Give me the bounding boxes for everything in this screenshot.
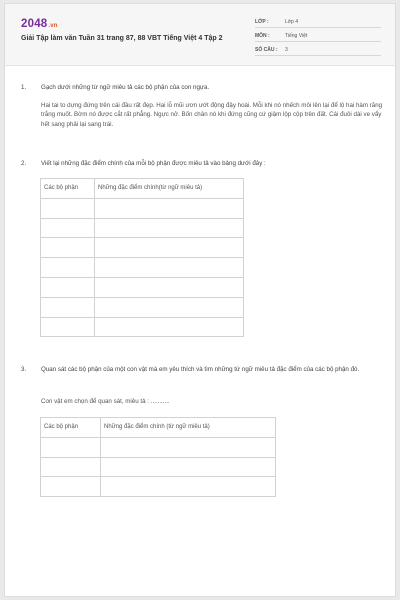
document-header [5, 4, 395, 66]
table-cell[interactable] [41, 477, 101, 497]
meta-key: MÔN : [255, 33, 270, 39]
table-cell[interactable] [95, 277, 244, 297]
column-header: Các bộ phận [41, 179, 95, 199]
meta-class [255, 16, 381, 28]
table-row [41, 477, 276, 497]
question-number: 1. [21, 84, 27, 91]
column-header: Những đặc điểm chính(từ ngữ miêu tả) [95, 179, 244, 199]
question-text: Quan sát các bộ phận của một con vật mà em yêu thích và tìm những từ ngữ miêu tả đặc điểm của các bộ phận đó. [41, 366, 360, 373]
logo-suffix: .vn [48, 23, 58, 29]
table-cell[interactable] [101, 477, 276, 497]
table-cell[interactable] [41, 437, 101, 457]
answer-table-q3 [40, 417, 276, 497]
table-cell[interactable] [41, 317, 95, 337]
question-number: 2. [21, 160, 27, 167]
question-1-passage: Hai tai to dựng đứng trên cái đầu rất đẹp. Hai lỗ mũi ươn ướt động đậy hoài. Mỗi khi nó nhếch môi lên lại để lộ hai hàm răng trắng muốt. Bờm nó được cắt rất phẳng. Ngực nở. Bốn chân nó khi đứng cũng cứ giậm lộp cộp trên đất. Cái đuôi dài ve vẩy hết sang phải lại sang trái. [41, 102, 383, 128]
answer-table-q2 [40, 178, 244, 337]
table-row [41, 198, 244, 218]
table-cell[interactable] [95, 258, 244, 278]
meta-question-count [255, 44, 381, 56]
table-row [41, 317, 244, 337]
table-cell[interactable] [41, 457, 101, 477]
meta-key: SỐ CÂU : [255, 47, 278, 53]
table-cell[interactable] [41, 277, 95, 297]
meta-value: Lớp 4 [285, 19, 299, 25]
table-row [41, 437, 276, 457]
table-cell[interactable] [95, 198, 244, 218]
table-cell[interactable] [41, 238, 95, 258]
table-cell[interactable] [41, 297, 95, 317]
meta-value: 3 [285, 47, 288, 53]
table-row [41, 258, 244, 278]
document-title: Giải Tập làm văn Tuần 31 trang 87, 88 VBT Tiếng Việt 4 Tập 2 [21, 35, 223, 42]
logo-number: 2048 [21, 18, 48, 30]
column-header: Những đặc điểm chính (từ ngữ miêu tả) [101, 418, 276, 438]
meta-key: LỚP : [255, 19, 269, 25]
question-number: 3. [21, 366, 27, 373]
table-cell[interactable] [95, 238, 244, 258]
table-header-row [41, 179, 244, 199]
table-row [41, 297, 244, 317]
site-logo[interactable] [21, 18, 58, 30]
table-cell[interactable] [41, 198, 95, 218]
table-row [41, 277, 244, 297]
table-cell[interactable] [41, 258, 95, 278]
table-cell[interactable] [41, 218, 95, 238]
meta-value: Tiếng Việt [285, 33, 308, 39]
question-text: Viết lại những đặc điểm chính của mỗi bộ phận được miêu tả vào bảng dưới đây : [41, 160, 266, 167]
question-text: Gạch dưới những từ ngữ miêu tả các bộ phận của con ngựa. [41, 84, 210, 91]
table-row [41, 238, 244, 258]
table-row [41, 457, 276, 477]
table-cell[interactable] [101, 437, 276, 457]
document-page [4, 3, 396, 597]
table-cell[interactable] [95, 218, 244, 238]
table-cell[interactable] [101, 457, 276, 477]
column-header: Các bộ phận [41, 418, 101, 438]
table-row [41, 218, 244, 238]
table-header-row [41, 418, 276, 438]
meta-subject [255, 30, 381, 42]
table-cell[interactable] [95, 317, 244, 337]
question-3-prompt: Con vật em chọn để quan sát, miêu tả : ........... [41, 398, 170, 405]
table-cell[interactable] [95, 297, 244, 317]
